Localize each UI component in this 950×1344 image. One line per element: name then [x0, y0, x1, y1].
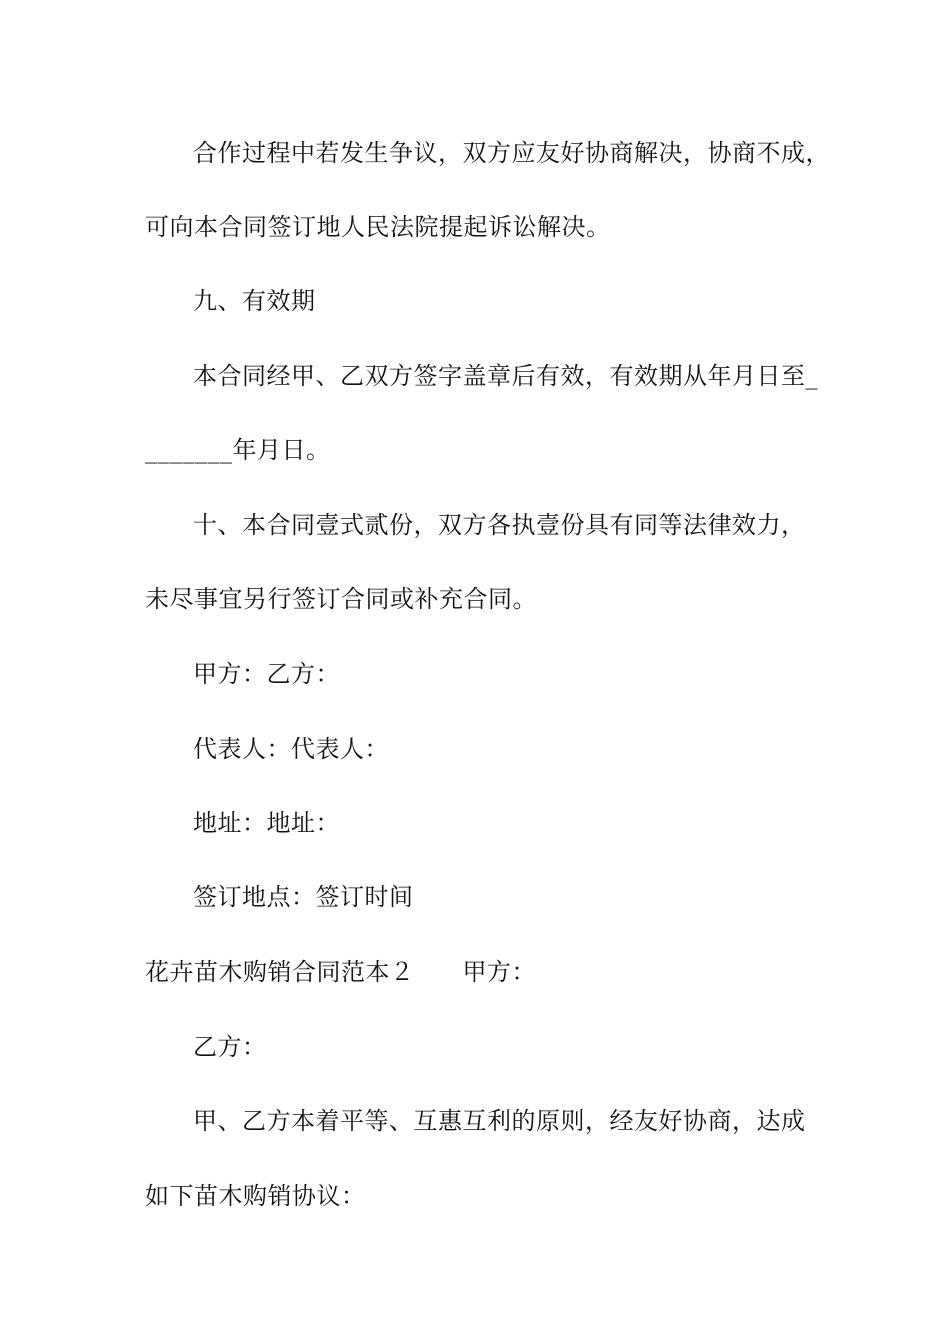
paragraph-copies-line2: 未尽事宜另行签订合同或补充合同。	[145, 585, 537, 613]
signature-address-line: 地址：地址：	[193, 809, 340, 837]
contract-party-b-label: 乙方：	[193, 1033, 267, 1061]
paragraph-copies-line1: 十、本合同壹式贰份，双方各执壹份具有同等法律效力，	[193, 511, 806, 539]
paragraph-dispute-line2: 可向本合同签订地人民法院提起诉讼解决。	[145, 213, 611, 241]
signature-place-time-line: 签订地点：签订时间	[193, 883, 414, 911]
contract-party-a-label: 甲方：	[462, 958, 536, 986]
paragraph-agreement-line1: 甲、乙方本着平等、互惠互利的原则，经友好协商，达成	[193, 1107, 806, 1135]
paragraph-validity-line2: _______年月日。	[145, 436, 331, 464]
contract-title: 花卉苗木购销合同范本２	[145, 958, 415, 986]
paragraph-dispute-line1: 合作过程中若发生争议，双方应友好协商解决，协商不成，	[193, 139, 830, 167]
signature-representative-line: 代表人：代表人：	[193, 735, 389, 763]
section-heading-validity: 九、有效期	[193, 287, 316, 315]
signature-party-line: 甲方：乙方：	[193, 660, 340, 688]
paragraph-agreement-line2: 如下苗木购销协议：	[145, 1182, 366, 1210]
contract-title-line	[145, 957, 536, 987]
paragraph-validity-line1: 本合同经甲、乙双方签字盖章后有效，有效期从年月日至_	[193, 362, 818, 390]
